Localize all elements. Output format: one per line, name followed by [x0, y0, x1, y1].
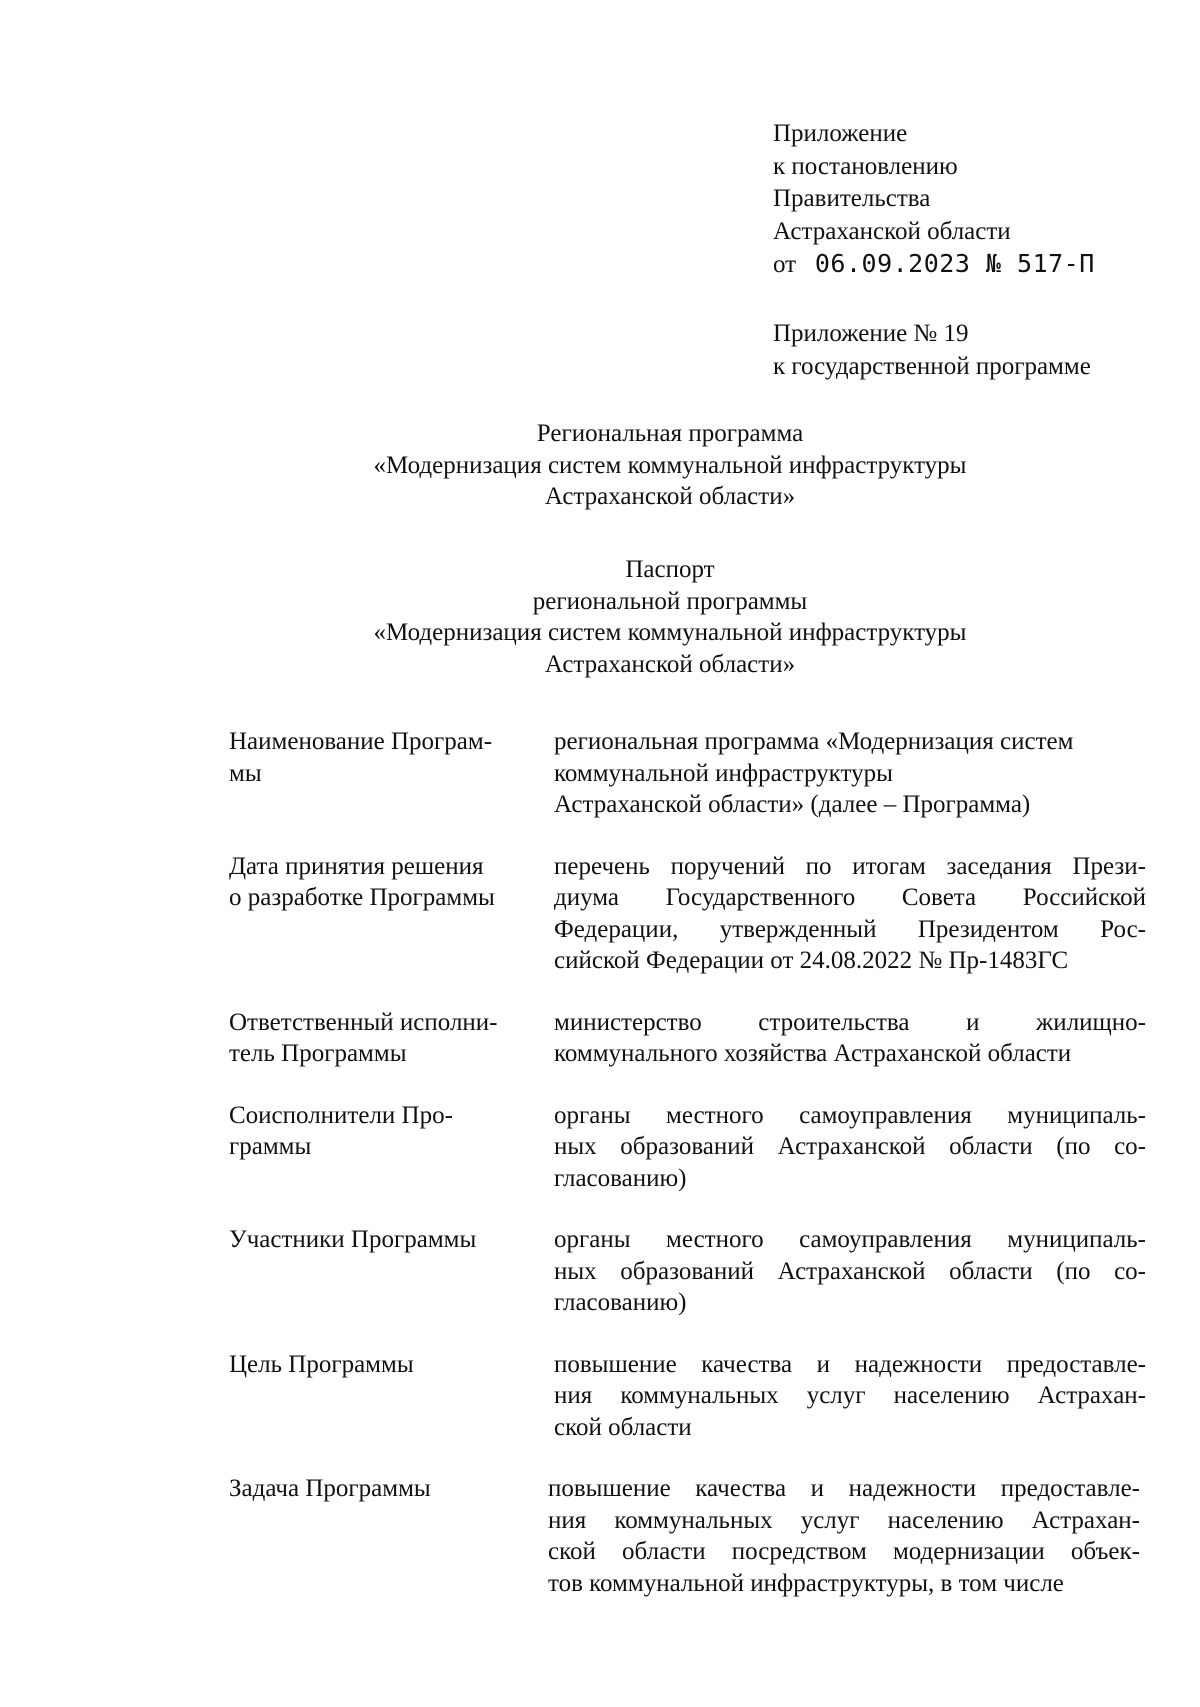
passport-value-line: повышение качества и надежности предоставле-	[554, 1350, 1146, 1378]
passport-label-line: Дата принятия решения	[229, 852, 484, 880]
passport-row-label	[229, 1007, 554, 1070]
passport-row-value	[554, 851, 1146, 977]
approval-number-stamp: 06.09.2023 № 517-П	[814, 249, 1095, 278]
passport-value-line: диума Государственного Совета Российской	[554, 884, 1146, 911]
passport-value-line: органы местного самоуправления муниципаль-	[554, 1101, 1146, 1129]
passport-value-line: ных образований Астраханской области (по со-	[554, 1257, 1146, 1285]
passport-row-value	[554, 1007, 1146, 1070]
passport-row-value	[548, 1473, 1140, 1599]
passport-value-line: тов коммунальной инфраструктуры, в том числе	[548, 1569, 1064, 1597]
passport-label-line: о разработке Программы	[229, 884, 495, 911]
passport-title-line-1: Паспорт	[625, 556, 715, 583]
appendix-line-1: Приложение № 19	[773, 320, 969, 347]
passport-label-line: Соисполнители Про-	[229, 1101, 453, 1129]
passport-label-line: граммы	[229, 1133, 312, 1160]
passport-row	[229, 1349, 1149, 1444]
passport-value-line: повышение качества и надежности предоставле-	[548, 1475, 1140, 1502]
passport-label-line: тель Программы	[229, 1040, 407, 1067]
approval-line-1: Приложение	[773, 120, 908, 147]
passport-value-line: коммунального хозяйства Астраханской области	[554, 1040, 1072, 1067]
passport-label-line: Участники Программы	[229, 1226, 477, 1253]
passport-row-label	[229, 726, 554, 789]
program-title	[220, 418, 1120, 513]
passport-row	[229, 726, 1149, 821]
passport-title-line-2: региональной программы	[532, 587, 808, 615]
passport-row	[229, 1224, 1149, 1319]
passport-row	[229, 1473, 1149, 1599]
passport-label-line: Наименование Програм-	[229, 728, 493, 755]
passport-value-line: Астраханской области» (далее – Программа)	[554, 791, 1031, 818]
passport-value-line: гласованию)	[554, 1164, 687, 1192]
passport-row-label	[229, 1349, 554, 1381]
approval-date-line	[773, 248, 1173, 282]
program-title-line-3: Астраханской области»	[544, 483, 796, 510]
passport-label-line: Цель Программы	[229, 1350, 414, 1378]
passport-value-line: ской области посредством модернизации объек-	[548, 1538, 1140, 1565]
passport-value-line: гласованию)	[554, 1289, 687, 1316]
appendix-block	[773, 318, 1173, 383]
appendix-line-2: к государственной программе	[773, 352, 1091, 380]
passport-row-label	[229, 1473, 554, 1505]
passport-value-line: ской области	[554, 1413, 692, 1441]
passport-table	[229, 726, 1149, 1629]
passport-label-line: мы	[229, 759, 262, 787]
approval-from-prefix: от	[773, 251, 797, 278]
approval-line-3: Правительства	[773, 185, 931, 212]
passport-value-line: министерство строительства и жилищно-	[554, 1008, 1146, 1036]
passport-value-line: ных образований Астраханской области (по со-	[554, 1133, 1146, 1160]
program-title-line-1: Региональная программа	[536, 420, 804, 447]
passport-row-label	[229, 1100, 554, 1163]
program-title-line-2: «Модернизация систем коммунальной инфраструктуры	[373, 451, 967, 479]
passport-value-line: органы местного самоуправления муниципаль-	[554, 1226, 1146, 1253]
passport-label-line: Ответственный исполни-	[229, 1008, 498, 1036]
passport-value-line: сийской Федерации от 24.08.2022 № Пр-1483ГС	[554, 947, 1069, 974]
passport-value-line: ния коммунальных услуг населению Астрахан-	[554, 1382, 1146, 1409]
approval-block	[773, 118, 1173, 282]
passport-label-line: Задача Программы	[229, 1475, 431, 1502]
passport-row-value	[554, 726, 1146, 821]
passport-row-value	[554, 1349, 1146, 1444]
passport-row	[229, 1007, 1149, 1070]
passport-row-label	[229, 851, 554, 914]
passport-value-line: ния коммунальных услуг населению Астрахан-	[548, 1506, 1140, 1534]
passport-title	[220, 554, 1120, 680]
passport-value-line: коммунальной инфраструктуры	[554, 759, 893, 787]
passport-title-line-3: «Модернизация систем коммунальной инфраструктуры	[373, 619, 967, 646]
passport-row	[229, 851, 1149, 977]
passport-row-value	[554, 1224, 1146, 1319]
passport-value-line: региональная программа «Модернизация систем	[554, 728, 1074, 755]
passport-value-line: Федерации, утвержденный Президентом Рос-	[554, 915, 1146, 943]
approval-line-2: к постановлению	[773, 152, 958, 180]
passport-row	[229, 1100, 1149, 1195]
passport-title-line-4: Астраханской области»	[544, 650, 796, 678]
passport-value-line: перечень поручений по итогам заседания Прези-	[554, 852, 1146, 880]
passport-row-label	[229, 1224, 554, 1256]
passport-row-value	[554, 1100, 1146, 1195]
approval-line-4: Астраханской области	[773, 217, 1011, 245]
